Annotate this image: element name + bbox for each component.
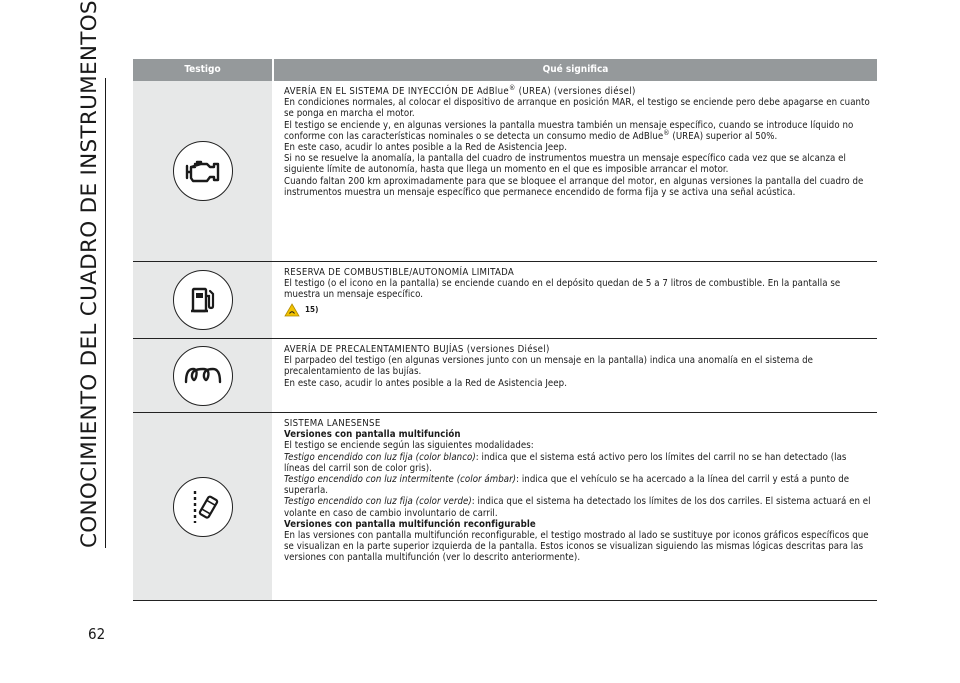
engine-check-icon <box>173 141 233 201</box>
page-number: 62 <box>88 625 106 643</box>
paragraph: El testigo se enciende según las siguientes modalidades: <box>284 440 534 452</box>
table-header <box>133 59 877 81</box>
description-cell <box>272 81 877 261</box>
warning-triangle-icon <box>284 303 300 317</box>
table-row <box>133 413 877 601</box>
paragraph: En este caso, acudir lo antes posible a la Red de Asistencia Jeep. <box>284 142 567 154</box>
lanesense-icon <box>173 477 233 537</box>
icon-cell <box>133 339 272 412</box>
warning-reference-number: 15) <box>305 305 319 314</box>
paragraph: Si no se resuelve la anomalía, la pantalla del cuadro de instrumentos muestra un mensaje específico cada vez que se alcanza el siguiente límite de autonomía, hasta que llega un momento en el que es imposible arrancar el motor. <box>284 153 846 176</box>
icon-cell <box>133 81 272 261</box>
fuel-pump-icon <box>173 270 233 330</box>
paragraph: En este caso, acudir lo antes posible a la Red de Asistencia Jeep. <box>284 377 567 389</box>
subheading: Versiones con pantalla multifunción reconfigurable <box>284 518 536 530</box>
paragraph: Cuando faltan 200 km aproximadamente para que se bloquee el arranque del motor, en algunas versiones la pantalla del cuadro de instrumentos muestra un mensaje específico que permanece encendido de forma fija y se activa una señal acústica. <box>284 175 864 198</box>
description-cell <box>272 262 877 338</box>
paragraph: Testigo encendido con luz intermitente (color ámbar): indica que el vehículo se ha acercado a la línea del carril y está a punto de superarla. <box>284 474 850 497</box>
paragraph: En condiciones normales, al colocar el dispositivo de arranque en posición MAR, el testigo se enciende pero debe apagarse en cuanto se ponga en marcha el motor. <box>284 97 870 120</box>
table-row <box>133 262 877 339</box>
paragraph: El testigo se enciende y, en algunas versiones la pantalla muestra también un mensaje específico, cuando se introduce líquido no conforme con las características nominales o se detecta un consumo medio de AdBlue® (UREA) superior al 50%. <box>284 119 854 142</box>
description-cell <box>272 339 877 412</box>
row-title: AVERÍA DE PRECALENTAMIENTO BUJÍAS (versiones Diésel) <box>284 344 550 355</box>
paragraph: Testigo encendido con luz fija (color verde): indica que el sistema ha detectado los límites de los dos carriles. El sistema actuará en el volante en caso de cambio involuntario de carril. <box>284 496 871 519</box>
chapter-title: CONOCIMIENTO DEL CUADRO DE INSTRUMENTOS <box>78 78 106 548</box>
paragraph: El parpadeo del testigo (en algunas versiones junto con un mensaje en la pantalla) indica una anomalía en el sistema de precalentamiento de las bujías. <box>284 355 814 378</box>
warning-lights-table <box>133 59 877 601</box>
icon-cell <box>133 413 272 600</box>
header-que-significa: Qué significa <box>542 64 609 75</box>
paragraph: Testigo encendido con luz fija (color blanco): indica que el sistema está activo pero los límites del carril no se han detectado (las líneas del carril son de color gris). <box>284 451 847 474</box>
row-title: RESERVA DE COMBUSTIBLE/AUTONOMÍA LIMITADA <box>284 267 515 278</box>
paragraph: El testigo (o el icono en la pantalla) se enciende cuando en el depósito quedan de 5 a 7 litros de combustible. En la pantalla se muestra un mensaje específico. <box>284 278 841 301</box>
glow-plug-icon <box>173 346 233 406</box>
warning-reference <box>284 303 871 317</box>
table-row <box>133 339 877 413</box>
header-testigo: Testigo <box>133 59 274 81</box>
table-row <box>133 81 877 262</box>
description-cell <box>272 413 877 600</box>
subheading: Versiones con pantalla multifunción <box>284 429 461 441</box>
row-title: AVERÍA EN EL SISTEMA DE INYECCIÓN DE AdBlue® (UREA) (versiones diésel) <box>284 83 636 97</box>
paragraph: En las versiones con pantalla multifunción reconfigurable, el testigo mostrado al lado se sustituye por iconos gráficos específicos que se visualizan en la parte superior izquierda de la pantalla. Estos iconos se visualizan siguiendo las mismas lógicas descritas para las versiones con pantalla multifunción (ver lo descrito anteriormente). <box>284 530 869 564</box>
row-title: SISTEMA LANESENSE <box>284 418 381 429</box>
icon-cell <box>133 262 272 338</box>
